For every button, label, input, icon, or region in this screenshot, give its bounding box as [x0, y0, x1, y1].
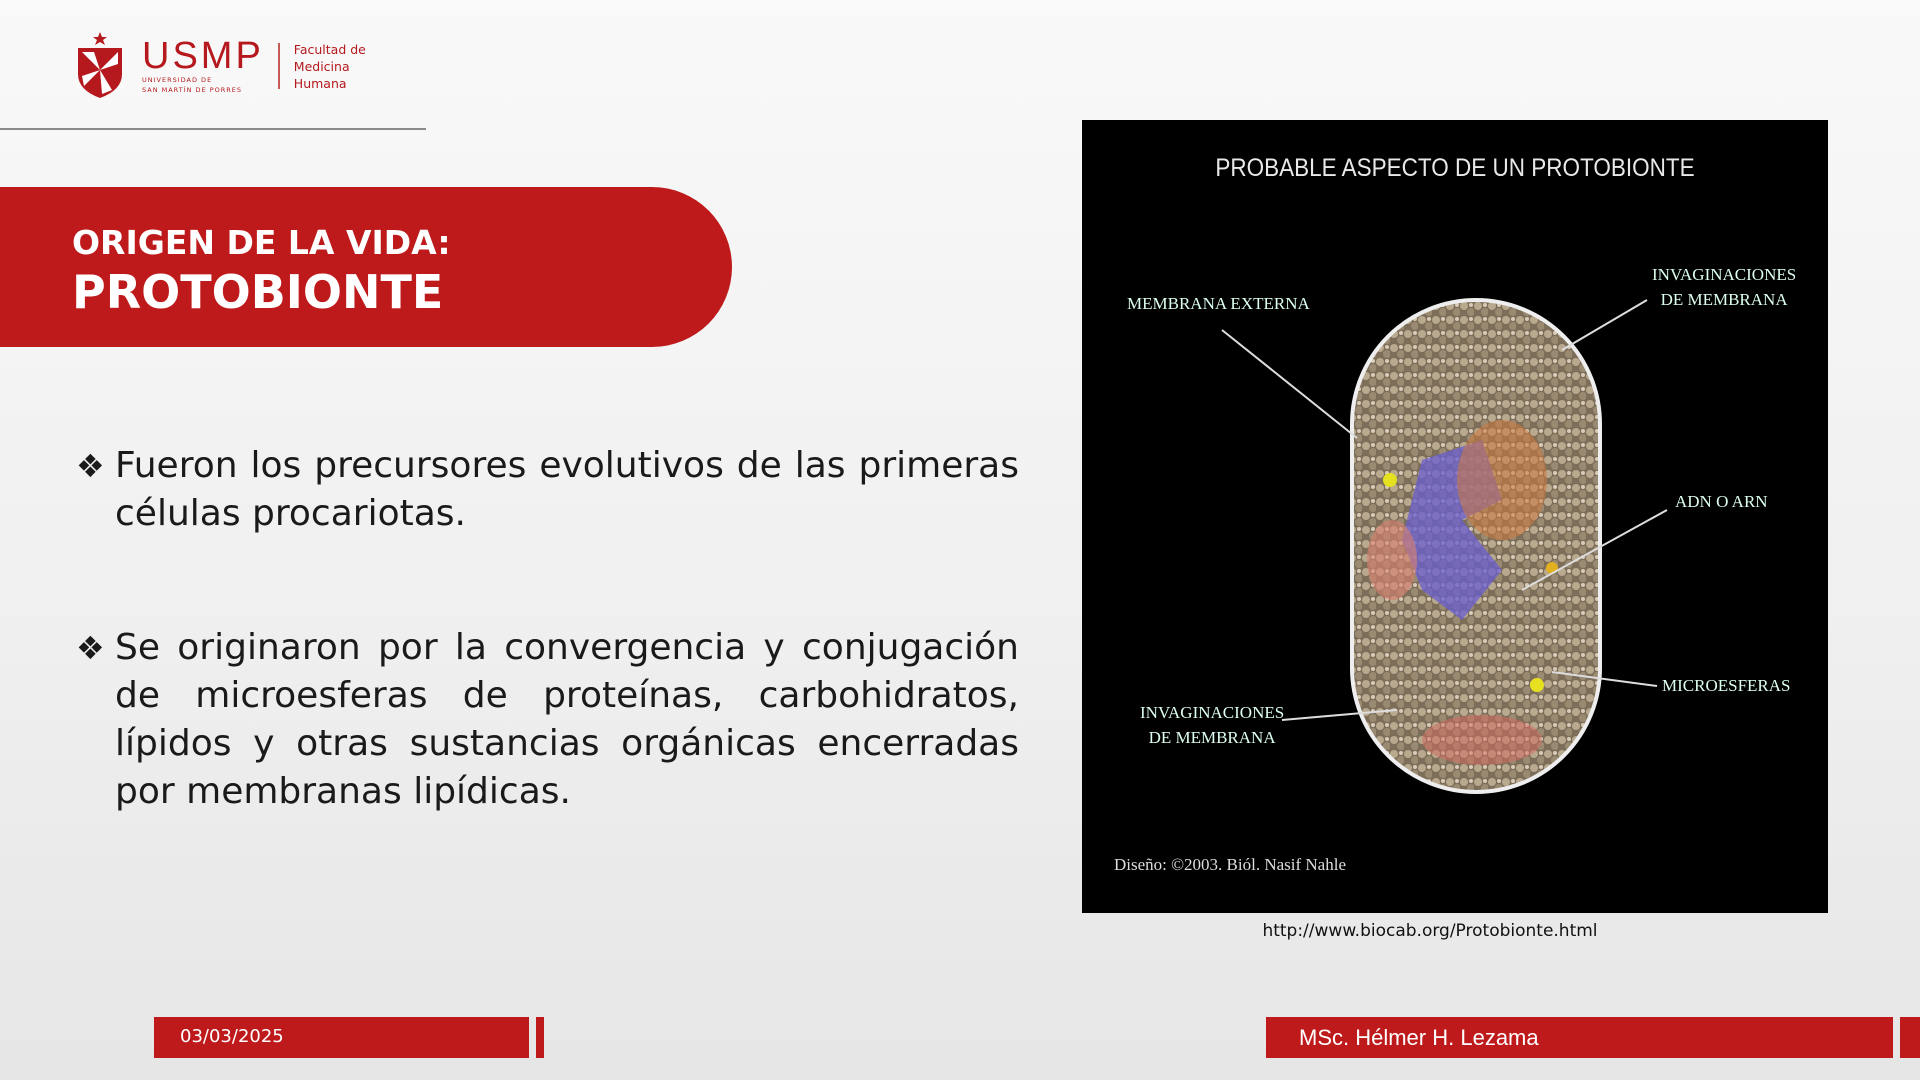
university-line2: SAN MARTÍN DE PORRES [142, 86, 243, 94]
brand-name: USMP [142, 35, 264, 77]
diamond-bullet-icon: ❖ [76, 629, 105, 667]
label-line: DE MEMBRANA [1660, 290, 1788, 309]
figure-source-link[interactable]: http://www.biocab.org/Protobionte.html [1262, 921, 1598, 941]
title-banner [0, 187, 732, 347]
footer-date: 03/03/2025 [154, 1017, 529, 1058]
faculty-line3: Humana [293, 75, 347, 91]
footer-accent-bar [1900, 1017, 1920, 1058]
bullet-text: Se originaron por la convergencia y conjugación de microesferas de proteínas, carbohidratos, lípidos y otras sustancias orgánicas encerradas por membranas lipídicas. [115, 627, 1019, 812]
faculty-line2: Medicina [293, 58, 350, 74]
usmp-logo [64, 30, 374, 102]
diamond-bullet-icon: ❖ [76, 447, 105, 485]
label-invaginaciones-bottom [1140, 700, 1284, 750]
label-adn: ADN O ARN [1675, 492, 1768, 511]
shield-icon [64, 30, 136, 102]
label-line: INVAGINACIONES [1652, 265, 1797, 284]
label-membrana-externa: MEMBRANA EXTERNA [1127, 294, 1310, 313]
protobionte-figure [1082, 120, 1828, 913]
cell-illustration [1352, 300, 1600, 792]
label-invaginaciones-top [1652, 262, 1796, 312]
footer-author: MSc. Hélmer H. Lezama [1266, 1017, 1893, 1058]
figure-credit: Diseño: ©2003. Biól. Nasif Nahle [1114, 855, 1346, 874]
footer-accent-bar [536, 1017, 544, 1058]
logo-divider [278, 43, 280, 89]
bullet-item [76, 442, 1019, 538]
university-line1: UNIVERSIDAD DE [142, 76, 213, 84]
bullet-item [76, 624, 1019, 816]
title-line1: ORIGEN DE LA VIDA: [72, 223, 451, 262]
figure-title: PROBABLE ASPECTO DE UN PROTOBIONTE [1215, 154, 1695, 182]
header-divider [0, 128, 426, 130]
label-line: DE MEMBRANA [1148, 728, 1276, 747]
slide-title: PROTOBIONTE [72, 265, 444, 319]
label-line: INVAGINACIONES [1140, 703, 1285, 722]
bullet-text: Fueron los precursores evolutivos de las primeras células procariotas. [115, 445, 1019, 534]
label-microesferas: MICROESFERAS [1662, 676, 1791, 695]
faculty-line1: Facultad de [293, 41, 366, 57]
